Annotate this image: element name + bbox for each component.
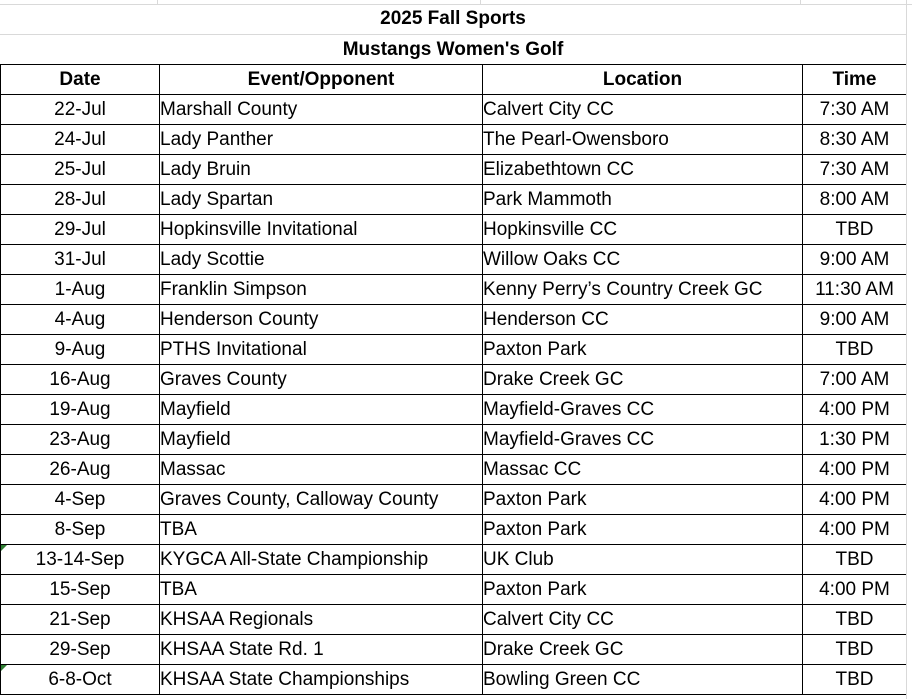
table-row bbox=[1, 545, 907, 575]
cell-event[interactable]: KYGCA All-State Championship bbox=[160, 545, 483, 575]
cell-date[interactable]: 1-Aug bbox=[1, 275, 160, 305]
cell-location[interactable]: Willow Oaks CC bbox=[483, 245, 803, 275]
header-location[interactable]: Location bbox=[483, 65, 803, 95]
table-row bbox=[1, 275, 907, 305]
cell-time[interactable]: 7:30 AM bbox=[803, 155, 907, 185]
cell-location[interactable]: Paxton Park bbox=[483, 485, 803, 515]
cell-event[interactable]: Graves County bbox=[160, 365, 483, 395]
cell-date[interactable]: 8-Sep bbox=[1, 515, 160, 545]
header-time[interactable]: Time bbox=[803, 65, 907, 95]
table-row bbox=[1, 425, 907, 455]
table-row bbox=[1, 605, 907, 635]
cell-date[interactable]: 28-Jul bbox=[1, 185, 160, 215]
table-row bbox=[1, 215, 907, 245]
header-row bbox=[1, 65, 907, 95]
table-row bbox=[1, 515, 907, 545]
cell-time[interactable]: 9:00 AM bbox=[803, 305, 907, 335]
header-event[interactable]: Event/Opponent bbox=[160, 65, 483, 95]
cell-date[interactable]: 23-Aug bbox=[1, 425, 160, 455]
cell-location[interactable]: Massac CC bbox=[483, 455, 803, 485]
cell-event[interactable]: Lady Panther bbox=[160, 125, 483, 155]
cell-event[interactable]: Hopkinsville Invitational bbox=[160, 215, 483, 245]
cell-date[interactable]: 9-Aug bbox=[1, 335, 160, 365]
cell-time[interactable]: TBD bbox=[803, 215, 907, 245]
cell-time[interactable]: TBD bbox=[803, 605, 907, 635]
cell-location[interactable]: Calvert City CC bbox=[483, 605, 803, 635]
cell-date[interactable]: 29-Jul bbox=[1, 215, 160, 245]
cell-location[interactable]: Mayfield-Graves CC bbox=[483, 425, 803, 455]
cell-location[interactable]: Henderson CC bbox=[483, 305, 803, 335]
cell-location[interactable]: Paxton Park bbox=[483, 575, 803, 605]
cell-time[interactable]: TBD bbox=[803, 665, 907, 695]
cell-note-indicator[interactable] bbox=[1, 545, 7, 551]
cell-note-indicator[interactable] bbox=[1, 665, 7, 671]
cell-date[interactable]: 25-Jul bbox=[1, 155, 160, 185]
cell-location[interactable]: UK Club bbox=[483, 545, 803, 575]
sheet-right-gridline bbox=[906, 0, 907, 699]
cell-location[interactable]: Hopkinsville CC bbox=[483, 215, 803, 245]
cell-time[interactable]: TBD bbox=[803, 635, 907, 665]
cell-event[interactable]: Marshall County bbox=[160, 95, 483, 125]
cell-location[interactable]: Bowling Green CC bbox=[483, 665, 803, 695]
table-row bbox=[1, 305, 907, 335]
cell-date[interactable]: 13-14-Sep bbox=[1, 545, 160, 575]
cell-event[interactable]: Lady Bruin bbox=[160, 155, 483, 185]
cell-event[interactable]: KHSAA Regionals bbox=[160, 605, 483, 635]
cell-time[interactable]: 4:00 PM bbox=[803, 485, 907, 515]
cell-event[interactable]: TBA bbox=[160, 515, 483, 545]
cell-date[interactable]: 31-Jul bbox=[1, 245, 160, 275]
cell-time[interactable]: 11:30 AM bbox=[803, 275, 907, 305]
cell-event[interactable]: Lady Scottie bbox=[160, 245, 483, 275]
cell-event[interactable]: Henderson County bbox=[160, 305, 483, 335]
cell-date[interactable]: 24-Jul bbox=[1, 125, 160, 155]
cell-date[interactable]: 21-Sep bbox=[1, 605, 160, 635]
table-row bbox=[1, 125, 907, 155]
cell-time[interactable]: 4:00 PM bbox=[803, 515, 907, 545]
table-row bbox=[1, 485, 907, 515]
table-row bbox=[1, 665, 907, 695]
cell-location[interactable]: Park Mammoth bbox=[483, 185, 803, 215]
cell-event[interactable]: KHSAA State Rd. 1 bbox=[160, 635, 483, 665]
schedule-table bbox=[0, 64, 907, 695]
cell-time[interactable]: TBD bbox=[803, 335, 907, 365]
table-row bbox=[1, 575, 907, 605]
cell-date[interactable]: 29-Sep bbox=[1, 635, 160, 665]
table-row bbox=[1, 395, 907, 425]
cell-location[interactable]: Mayfield-Graves CC bbox=[483, 395, 803, 425]
cell-location[interactable]: Paxton Park bbox=[483, 515, 803, 545]
cell-time[interactable]: 7:00 AM bbox=[803, 365, 907, 395]
cell-time[interactable]: 8:00 AM bbox=[803, 185, 907, 215]
table-row bbox=[1, 335, 907, 365]
cell-event[interactable]: Massac bbox=[160, 455, 483, 485]
cell-event[interactable]: TBA bbox=[160, 575, 483, 605]
schedule-title[interactable]: 2025 Fall Sports bbox=[0, 4, 906, 35]
cell-time[interactable]: 4:00 PM bbox=[803, 395, 907, 425]
table-row bbox=[1, 155, 907, 185]
cell-location[interactable]: Calvert City CC bbox=[483, 95, 803, 125]
table-row bbox=[1, 635, 907, 665]
cell-date[interactable]: 26-Aug bbox=[1, 455, 160, 485]
cell-event[interactable]: PTHS Invitational bbox=[160, 335, 483, 365]
cell-location[interactable]: Kenny Perry’s Country Creek GC bbox=[483, 275, 803, 305]
cell-event[interactable]: KHSAA State Championships bbox=[160, 665, 483, 695]
cell-date[interactable]: 22-Jul bbox=[1, 95, 160, 125]
cell-location[interactable]: Paxton Park bbox=[483, 335, 803, 365]
header-date[interactable]: Date bbox=[1, 65, 160, 95]
table-row bbox=[1, 245, 907, 275]
cell-time[interactable]: 1:30 PM bbox=[803, 425, 907, 455]
cell-time[interactable]: 9:00 AM bbox=[803, 245, 907, 275]
table-row bbox=[1, 185, 907, 215]
cell-event[interactable]: Mayfield bbox=[160, 425, 483, 455]
table-row bbox=[1, 455, 907, 485]
cell-time[interactable]: 4:00 PM bbox=[803, 455, 907, 485]
cell-time[interactable]: 8:30 AM bbox=[803, 125, 907, 155]
cell-time[interactable]: 7:30 AM bbox=[803, 95, 907, 125]
cell-location[interactable]: Elizabethtown CC bbox=[483, 155, 803, 185]
cell-event[interactable]: Graves County, Calloway County bbox=[160, 485, 483, 515]
cell-date[interactable]: 19-Aug bbox=[1, 395, 160, 425]
cell-date[interactable]: 16-Aug bbox=[1, 365, 160, 395]
cell-date[interactable]: 4-Aug bbox=[1, 305, 160, 335]
cell-event[interactable]: Franklin Simpson bbox=[160, 275, 483, 305]
cell-date[interactable]: 6-8-Oct bbox=[1, 665, 160, 695]
schedule-subtitle[interactable]: Mustangs Women's Golf bbox=[342, 39, 564, 60]
cell-event[interactable]: Mayfield bbox=[160, 395, 483, 425]
cell-location[interactable]: The Pearl-Owensboro bbox=[483, 125, 803, 155]
cell-event[interactable]: Lady Spartan bbox=[160, 185, 483, 215]
cell-location[interactable]: Drake Creek GC bbox=[483, 635, 803, 665]
table-row bbox=[1, 95, 907, 125]
cell-time[interactable]: TBD bbox=[803, 545, 907, 575]
cell-date[interactable]: 4-Sep bbox=[1, 485, 160, 515]
cell-date[interactable]: 15-Sep bbox=[1, 575, 160, 605]
table-row bbox=[1, 365, 907, 395]
cell-location[interactable]: Drake Creek GC bbox=[483, 365, 803, 395]
cell-time[interactable]: 4:00 PM bbox=[803, 575, 907, 605]
